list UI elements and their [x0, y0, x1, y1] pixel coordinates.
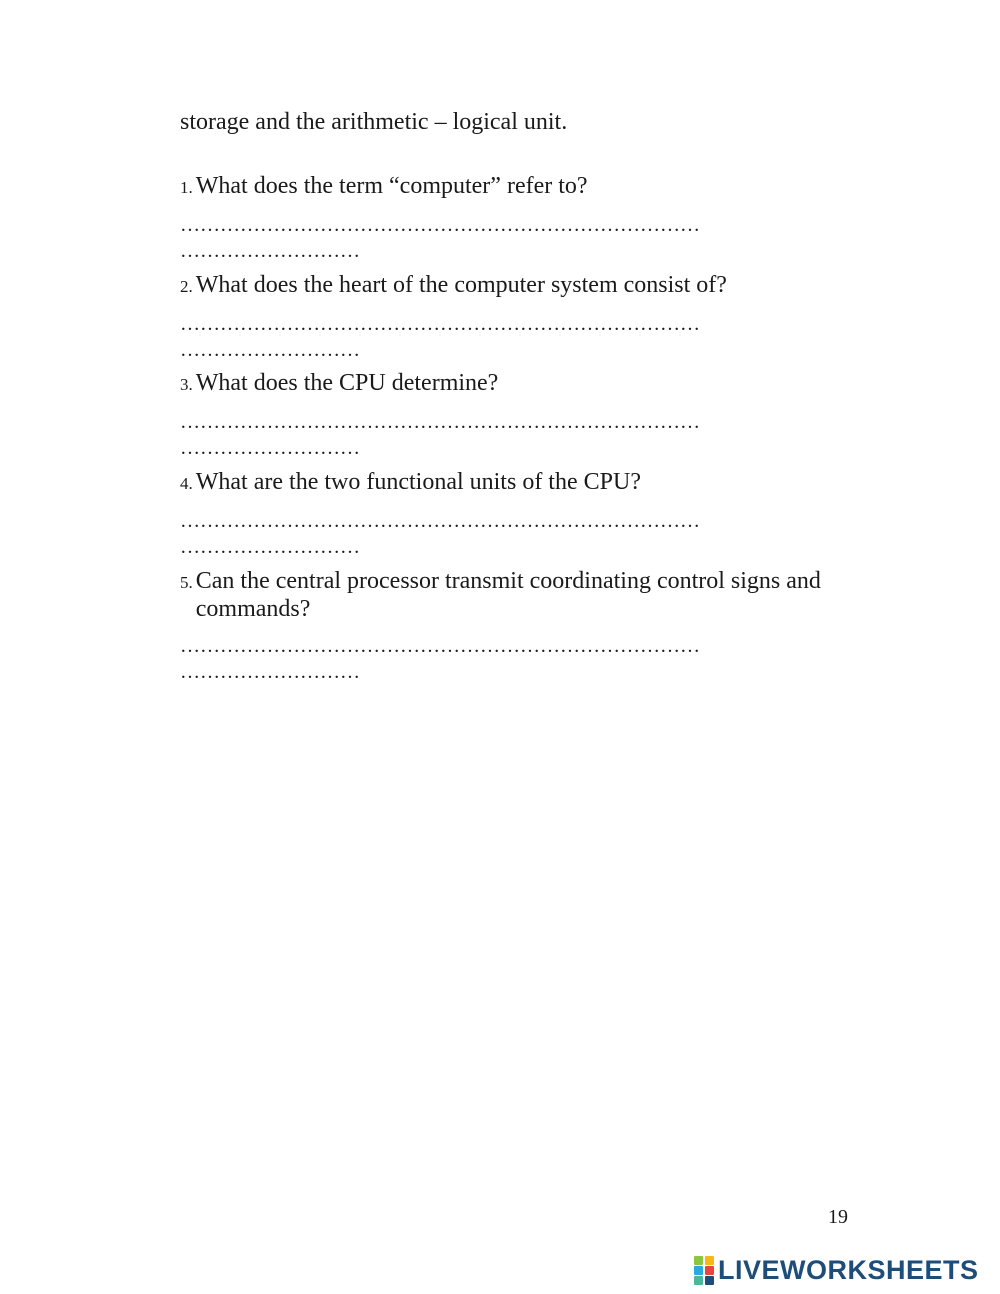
question-number: 5. [180, 573, 193, 592]
answer-line[interactable]: ……………………… [180, 437, 360, 459]
liveworksheets-logo-icon [694, 1256, 714, 1284]
question-5 [180, 567, 880, 685]
question-2 [180, 271, 880, 363]
answer-line[interactable]: ……………………… [180, 240, 360, 262]
answer-line[interactable]: …………………………………………………………………… [180, 214, 700, 236]
answer-field[interactable] [180, 212, 880, 264]
answer-line[interactable]: ……………………… [180, 661, 360, 683]
answer-line[interactable]: ……………………… [180, 339, 360, 361]
brand-name: LIVEWORKSHEETS [718, 1254, 979, 1285]
question-number: 3. [180, 375, 193, 394]
question-1 [180, 172, 880, 264]
answer-line[interactable]: …………………………………………………………………… [180, 313, 700, 335]
answer-field[interactable] [180, 508, 880, 560]
liveworksheets-brand [694, 1252, 979, 1288]
question-number: 1. [180, 178, 193, 197]
question-number: 4. [180, 474, 193, 493]
answer-field[interactable] [180, 311, 880, 363]
question-4 [180, 468, 880, 560]
question-text: What does the CPU determine? [195, 370, 499, 396]
intro-text: storage and the arithmetic – logical unit. [180, 109, 568, 135]
question-3 [180, 369, 880, 461]
question-text: Can the central processor transmit coordinating control signs and commands? [195, 568, 821, 622]
question-number: 2. [180, 277, 193, 296]
answer-line[interactable]: …………………………………………………………………… [180, 411, 700, 433]
answer-field[interactable] [180, 633, 880, 685]
answer-line[interactable]: …………………………………………………………………… [180, 510, 700, 532]
answer-field[interactable] [180, 409, 880, 461]
page-number: 19 [828, 1206, 848, 1228]
question-text: What does the term “computer” refer to? [195, 173, 588, 199]
answer-line[interactable]: ……………………… [180, 536, 360, 558]
answer-line[interactable]: …………………………………………………………………… [180, 635, 700, 657]
question-text: What are the two functional units of the CPU? [195, 469, 641, 495]
question-text: What does the heart of the computer system consist of? [195, 272, 727, 298]
